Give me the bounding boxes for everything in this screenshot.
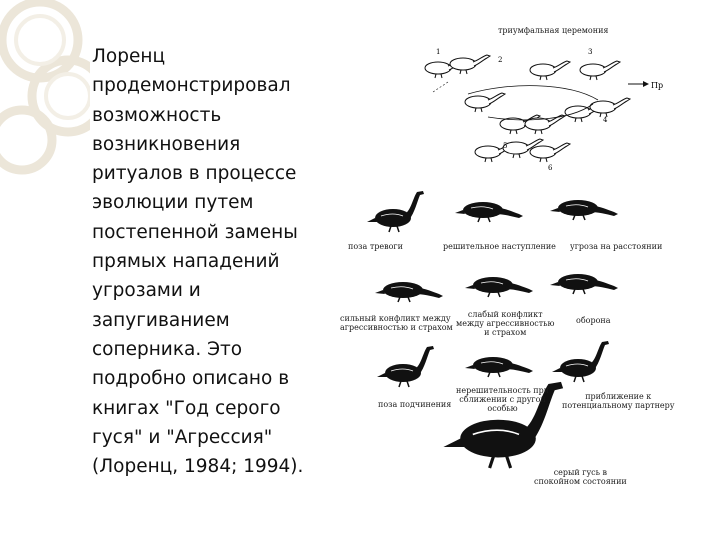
goose-distant-threat — [550, 200, 618, 220]
body-line: гуся" и "Агрессия" — [92, 426, 273, 448]
body-line: прямых нападений — [92, 251, 280, 273]
body-line: возможность — [92, 104, 222, 126]
scene-number: 6 — [548, 164, 553, 172]
goose-undecided — [465, 357, 533, 377]
body-line: запугиванием — [92, 309, 230, 331]
goose-alarm-posture — [367, 191, 424, 232]
caption-submission: поза подчинения — [378, 400, 452, 409]
goose-defense — [550, 274, 618, 294]
scene-number: 5 — [503, 142, 508, 150]
caption-calm-goose: серый гусь в спокойном состоянии — [534, 468, 627, 486]
goose-illustrations — [338, 22, 688, 492]
body-line: книгах "Год серого — [92, 397, 281, 419]
body-line: угрозами и — [92, 280, 201, 302]
goose-approach-partner — [552, 341, 609, 382]
caption-strong-conflict: сильный конфликт между агрессивностью и страхом — [340, 314, 453, 332]
scene-number: 3 — [588, 48, 593, 56]
goose-weak-conflict — [465, 277, 533, 297]
caption-defense: оборона — [576, 316, 611, 325]
goose-strong-conflict — [375, 282, 443, 302]
scene-number: 2 — [498, 56, 503, 64]
arrow-label: Пр — [651, 81, 664, 90]
caption-approach-partner: приближение к потенциальному партнеру — [562, 392, 675, 410]
goose-decisive-attack — [455, 202, 523, 222]
body-line: (Лоренц, 1984; 1994). — [92, 456, 304, 478]
caption-distant-threat: угроза на расстоянии — [570, 242, 663, 251]
goose-submission — [377, 346, 434, 387]
body-line: ритуалов в процессе — [92, 163, 297, 185]
body-line: эволюции путем — [92, 192, 254, 214]
scene-number: 1 — [436, 48, 441, 56]
caption-alarm-posture: поза тревоги — [348, 242, 403, 251]
scene-number: 4 — [603, 116, 608, 124]
body-line: Лоренц — [92, 46, 166, 67]
body-line: постепенной замены — [92, 221, 298, 243]
goose-behavior-figure — [338, 22, 688, 492]
body-line: соперника. Это — [92, 338, 243, 360]
caption-decisive-attack: решительное наступление — [443, 242, 556, 251]
body-line: возникновения — [92, 133, 241, 155]
body-line: подробно описано в — [92, 368, 290, 390]
body-line: продемонстрировал — [92, 75, 291, 97]
body-text — [92, 42, 332, 481]
caption-weak-conflict: слабый конфликт между агрессивностью и страхом — [456, 310, 555, 337]
caption-triumph-ceremony: триумфальная церемония — [498, 26, 609, 35]
decorative-swirl — [0, 0, 90, 190]
caption-undecided: нерешительность при сближении с другой особью — [456, 386, 550, 413]
triumph-ceremony-scene — [425, 48, 663, 172]
